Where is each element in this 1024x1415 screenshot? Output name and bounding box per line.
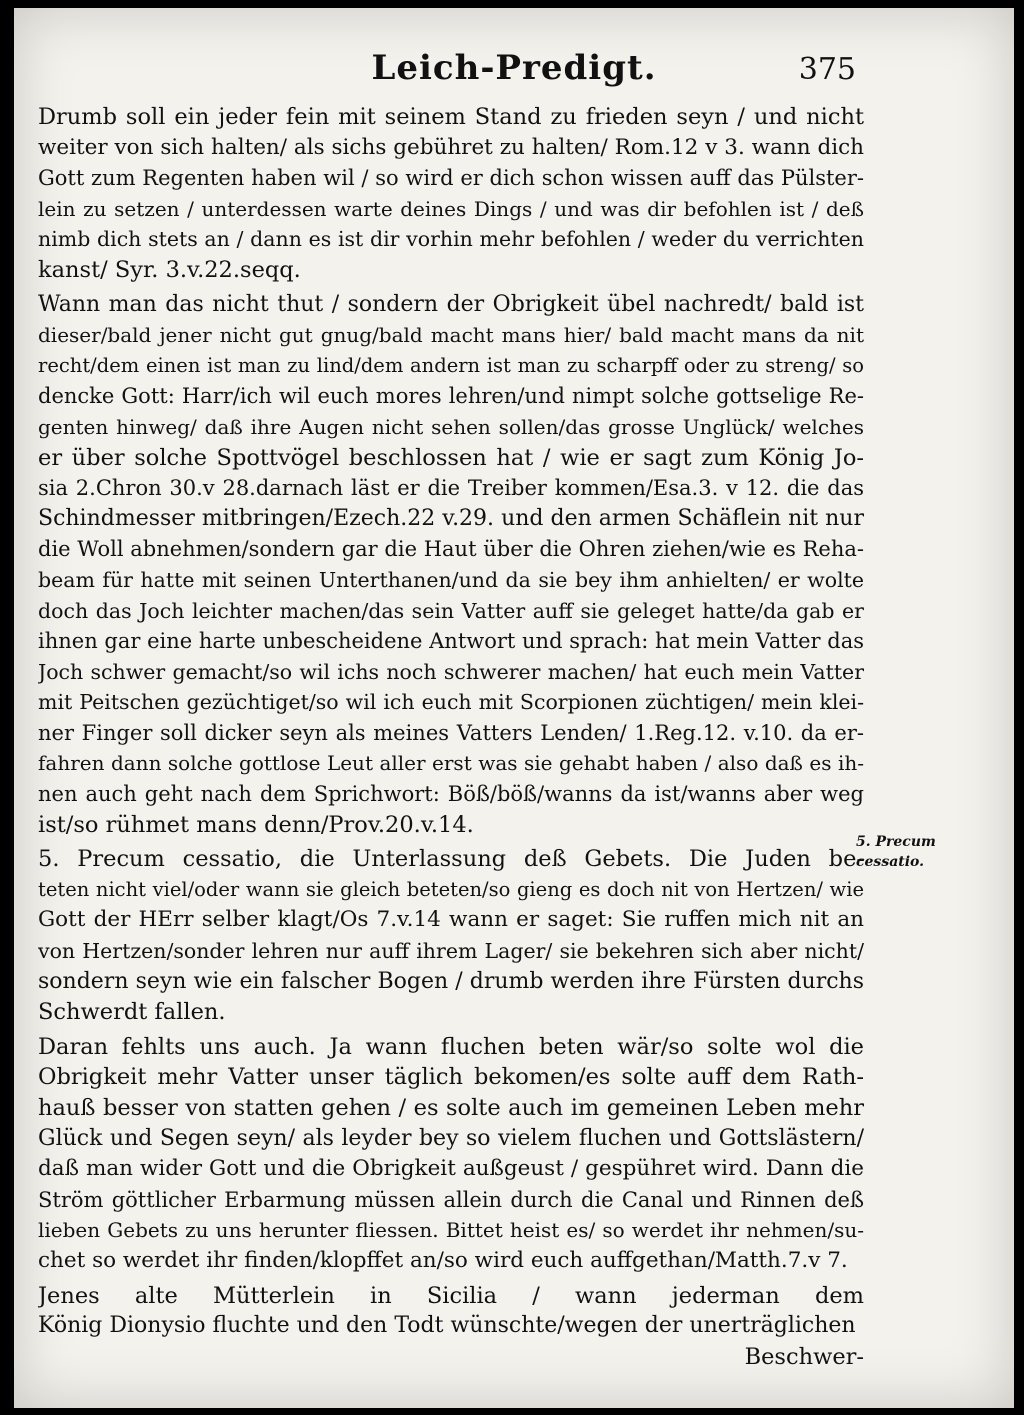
text-line: sondern seyn wie ein falscher Bogen / drumb werden ihre Fürsten durchs [38, 968, 864, 994]
text-line: weiter von sich halten/ als sichs gebühret zu halten/ Rom.12 v 3. wann dich [38, 134, 864, 160]
book-page [14, 8, 1014, 1408]
text-line: 5. Precum cessatio, die Unterlassung deß Gebets. Die Juden be- [38, 846, 864, 873]
text-line: dencke Gott: Harr/ich wil euch mores lehren/und nimpt solche gottselige Re- [38, 384, 864, 409]
text-line: Obrigkeit mehr Vatter unser täglich bekomen/es solte auff dem Rath- [38, 1064, 864, 1091]
text-line: Daran fehlts uns auch. Ja wann fluchen beten wär/so solte wol die [38, 1033, 864, 1060]
text-line: daß man wider Gott und die Obrigkeit außgeust / gespühret wird. Dann die [38, 1156, 864, 1182]
text-line: lieben Gebets zu uns herunter fliessen. Bittet heist es/ so werdet ihr nehmen/su- [38, 1218, 864, 1243]
marginal-note [856, 832, 956, 872]
text-line: Glück und Segen seyn/ als leyder bey so vielem fluchen und Gottslästern/ [38, 1125, 864, 1151]
paragraph [38, 290, 864, 841]
text-line: die Woll abnehmen/sondern gar die Haut über die Ohren ziehen/wie es Reha- [38, 537, 864, 562]
text-line: dieser/bald jener nicht gut gnug/bald macht mans hier/ bald macht mans da nit [38, 323, 864, 348]
page-header [14, 48, 1014, 98]
catchword: Beschwer- [744, 1343, 864, 1370]
text-line: Joch schwer gemacht/so wil ichs noch schwerer machen/ hat euch mein Vatter [38, 659, 864, 684]
text-line: genten hinweg/ daß ihre Augen nicht sehen sollen/das grosse Unglück/ welches [38, 414, 864, 439]
body-text [38, 102, 864, 1372]
text-line: ner Finger soll dicker seyn als meines Vatters Lenden/ 1.Reg.12. v.10. da er- [38, 720, 864, 745]
text-line: beam für hatte mit seinen Unterthanen/und da sie bey ihm anhielten/ er wolte [38, 567, 864, 592]
text-line: Gott der HErr selber klagt/Os 7.v.14 wann er saget: Sie ruffen mich nit an [38, 907, 864, 933]
text-line: recht/dem einen ist man zu lind/dem andern ist man zu scharpff oder zu streng/ so [38, 353, 864, 377]
text-line: ist/so rühmet mans denn/Prov.20.v.14. [38, 811, 474, 838]
text-line: chet so werdet ihr finden/klopffet an/so wird euch auffgethan/Matth.7.v 7. [38, 1247, 848, 1273]
text-line: kanst/ Syr. 3.v.22.seqq. [38, 256, 301, 283]
text-line: ihnen gar eine harte unbescheidene Antwort und sprach: hat mein Vatter das [38, 629, 864, 654]
text-line: Jenes alte Mütterlein in Sicilia / wann jederman dem [38, 1282, 864, 1309]
paragraph [38, 102, 864, 286]
text-line: sia 2.Chron 30.v 28.darnach läst er die Treiber kommen/Esa.3. v 12. die das [38, 476, 864, 501]
text-line: König Dionysio fluchte und den Todt wünschte/wegen der unerträglichen [38, 1313, 856, 1339]
text-line: lein zu setzen / unterdessen warte deines Dings / und was dir befohlen ist / deß [38, 196, 864, 221]
text-line: fahren dann solche gottlose Leut aller erst was sie gehabt haben / also daß es ih- [38, 751, 864, 776]
text-line: Wann man das nicht thut / sondern der Obrigkeit übel nachredt/ bald ist [38, 291, 864, 317]
text-line: von Hertzen/sonder lehren nur auff ihrem Lager/ sie bekehren sich aber nicht/ [38, 939, 864, 964]
running-title: Leich-Predigt. [371, 48, 657, 88]
text-line: hauß besser von statten gehen / es solte auch im gemeinen Leben mehr [38, 1095, 864, 1121]
page-number: 375 [798, 52, 856, 87]
marginal-note-line: 5. Precum [856, 834, 936, 850]
marginal-note-line: cessatio. [856, 854, 925, 870]
text-line: Schwerdt fallen. [38, 999, 226, 1026]
text-line: Gott zum Regenten haben wil / so wird er dich schon wissen auff das Pülster- [38, 166, 864, 191]
text-line: Schindmesser mitbringen/Ezech.22 v.29. und den armen Schäflein nit nur [38, 505, 864, 531]
text-line: nen auch geht nach dem Sprichwort: Böß/böß/wanns da ist/wanns aber weg [38, 782, 864, 807]
text-line: Drumb soll ein jeder fein mit seinem Stand zu frieden seyn / und nicht [38, 104, 864, 130]
paragraph [38, 844, 864, 1028]
text-line: Ström göttlicher Erbarmung müssen allein durch die Canal und Rinnen deß [38, 1187, 864, 1212]
paragraph [38, 1032, 864, 1277]
paragraph [38, 1281, 864, 1342]
text-line: er über solche Spottvögel beschlossen hat / wie er sagt zum König Jo- [38, 444, 864, 471]
text-line: doch das Joch leichter machen/das sein Vatter auff sie geleget hatte/da gab er [38, 598, 864, 623]
text-line: teten nicht viel/oder wann sie gleich beteten/so gieng es doch nit von Hertzen/ wie [38, 877, 864, 901]
text-line: nimb dich stets an / dann es ist dir vorhin mehr befohlen / weder du verrichten [38, 227, 864, 252]
text-line: mit Peitschen gezüchtiget/so wil ich euch mit Scorpionen züchtigen/ mein klei- [38, 690, 864, 715]
